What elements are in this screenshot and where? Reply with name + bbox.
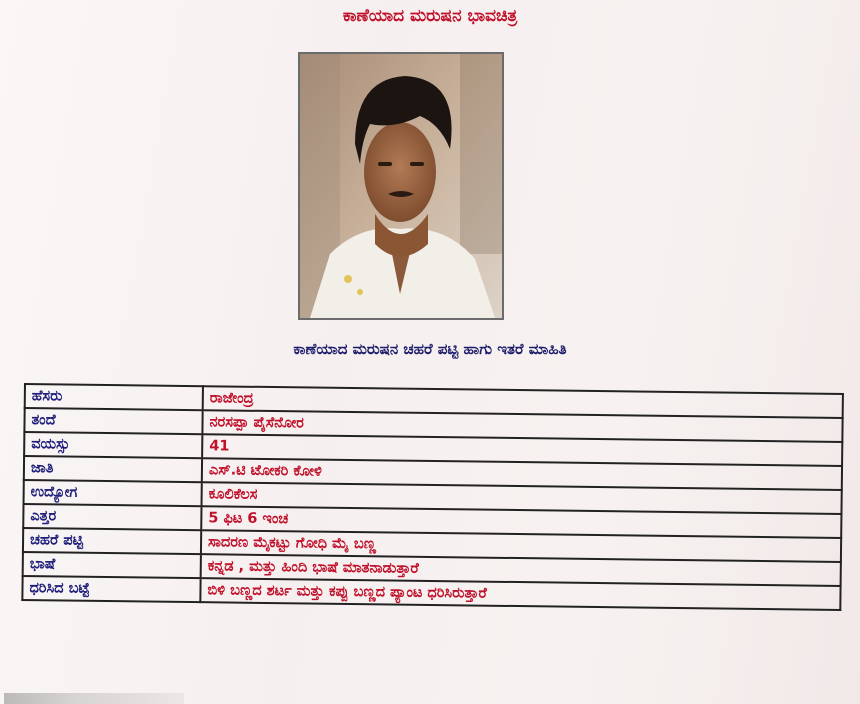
detail-value: ಸಾದರಣ ಮೈಕಟ್ಟು ಗೋಧಿ ಮೈ ಬಣ್ಣ [201, 530, 841, 562]
detail-label: ಉದ್ಯೋಗ [24, 480, 202, 506]
detail-label: ಎತ್ತರ [23, 504, 201, 530]
detail-value: 5 ಫಿಟ 6 ಇಂಚ [201, 506, 841, 538]
section-heading: ಕಾಣೆಯಾದ ಮರುಷನ ಚಹರೆ ಪಟ್ಟಿ ಹಾಗು ಇತರೆ ಮಾಹಿತಿ [293, 340, 567, 358]
detail-value: ಕೂಲಿಕೆಲಸ [202, 482, 842, 514]
page-edge-shadow [4, 693, 184, 704]
detail-value: ಕನ್ನಡ , ಮತ್ತು ಹಿಂದಿ ಭಾಷೆ ಮಾತನಾಡುತ್ತಾರೆ [201, 554, 841, 586]
detail-label: ಚಹರೆ ಪಟ್ಟಿ [23, 528, 201, 554]
detail-label: ಭಾಷೆ [23, 552, 201, 578]
details-table [21, 383, 844, 611]
detail-label: ಧರಿಸಿದ ಬಟ್ಟೆ [22, 576, 200, 602]
portrait-image [300, 54, 502, 318]
detail-value: ಬಿಳಿ ಬಣ್ಣದ ಶರ್ಟ ಮತ್ತು ಕಪ್ಪು ಬಣ್ಣದ ಪ್ಯಾಂಟ ಧರಿಸಿರುತ್ತಾರೆ [200, 578, 840, 610]
detail-label: ತಂದೆ [24, 408, 202, 434]
person-photo [298, 52, 504, 320]
detail-value: 41 [202, 434, 842, 466]
detail-value: ಎಸ್.ಟಿ ಟೋಕರಿ ಕೋಳಿ [202, 458, 842, 490]
detail-label: ಜಾತಿ [24, 456, 202, 482]
page-title: ಕಾಣೆಯಾದ ಮರುಷನ ಭಾವಚಿತ್ರ [342, 6, 518, 26]
detail-value: ರಾಜೇಂದ್ರ [203, 386, 843, 418]
detail-value: ನರಸಪ್ಪಾ ಪೈಸೆನೋರ [202, 410, 842, 442]
detail-label: ಹೆಸರು [25, 384, 203, 410]
detail-label: ವಯಸ್ಸು [24, 432, 202, 458]
